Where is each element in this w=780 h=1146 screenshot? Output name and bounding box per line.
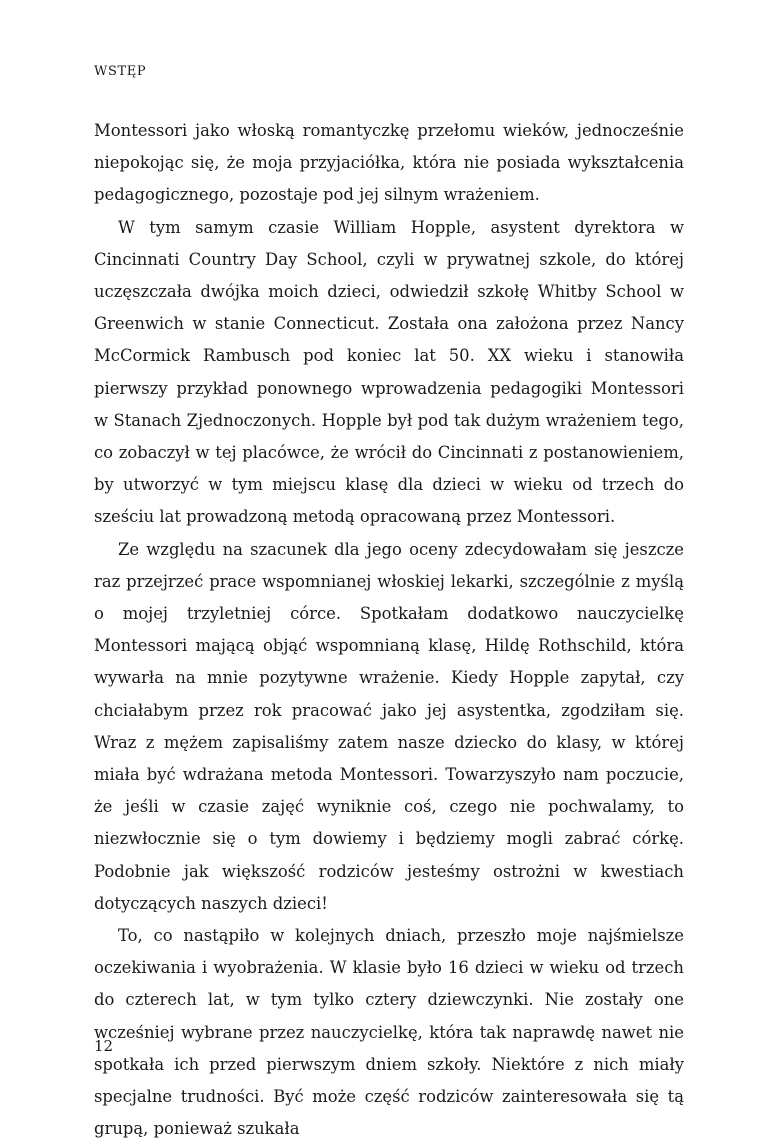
body-text [94,115,684,1146]
paragraph: Ze względu na szacunek dla jego oceny zdecydowałam się jeszcze raz przejrzeć prace wspomnianej włoskiej lekarki, szczególnie z myślą o mojej trzyletniej córce. Spotkałam dodatkowo nauczycielkę Montessori mającą objąć wspomnianą klasę, Hildę Rothschild, która wywarła na mnie pozytywne wrażenie. Kiedy Hopple zapytał, czy chciałabym przez rok pracować jako jej asystentka, zgodziłam się. Wraz z mężem zapisaliśmy zatem nasze dziecko do klasy, w której miała być wdrażana metoda Montessori. Towarzyszyło nam poczucie, że jeśli w czasie zajęć wyniknie coś, czego nie pochwalamy, to niezwłocznie się o tym dowiemy i będziemy mogli zabrać córkę. Podobnie jak większość rodziców jesteśmy ostrożni w kwestiach dotyczących naszych dzieci! [94,539,684,913]
paragraph: Montessori jako włoską romantyczkę przełomu wieków, jednocześnie niepokojąc się, że moja przyjaciółka, która nie posiada wykształcenia pedagogicznego, pozostaje pod jej silnym wrażeniem. [94,121,684,205]
page-number: 12 [94,1037,114,1055]
paragraph: To, co nastąpiło w kolejnych dniach, przeszło moje najśmielsze oczekiwania i wyobrażenia. W klasie było 16 dzieci w wieku od trzech do czterech lat, w tym tylko cztery dziewczynki. Nie zostały one wcześniej wybrane przez nauczycielkę, która tak naprawdę nawet nie spotkała ich przed pierwszym dniem szkoły. Niektóre z nich miały specjalne trudności. Być może część rodziców zainteresowała się tą grupą, ponieważ szukała [94,926,684,1139]
running-head: WSTĘP [94,64,147,79]
paragraph: W tym samym czasie William Hopple, asystent dyrektora w Cincinnati Country Day School, czyli w prywatnej szkole, do której uczęszczała dwójka moich dzieci, odwiedził szkołę Whitby School w Greenwich w stanie Connecticut. Została ona założona przez Nancy McCormick Rambusch pod koniec lat 50. XX wieku i stanowiła pierwszy przykład ponownego wprowadzenia pedagogiki Montessori w Stanach Zjednoczonych. Hopple był pod tak dużym wrażeniem tego, co zobaczył w tej placówce, że wrócił do Cincinnati z postanowieniem, by utworzyć w tym miejscu klasę dla dzieci w wieku od trzech do sześciu lat prowadzoną metodą opracowaną przez Montessori. [94,217,684,527]
